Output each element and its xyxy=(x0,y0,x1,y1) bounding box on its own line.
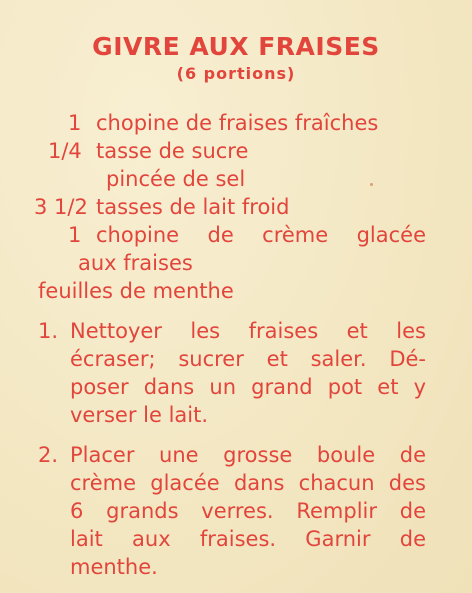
ingredient-quantity: 1 xyxy=(68,223,82,247)
ingredient-text: pincée de sel xyxy=(106,167,246,191)
step-text-line: verser le lait. xyxy=(70,403,209,427)
step-number: 1. xyxy=(38,319,59,343)
ingredient-text: feuilles de menthe xyxy=(38,279,234,303)
ingredient-text: chopine de crème glacée xyxy=(96,223,426,247)
ingredient-text: aux fraises xyxy=(78,251,193,275)
ingredient-text: tasse de sucre xyxy=(96,139,249,163)
step-text-line: menthe. xyxy=(70,555,158,579)
ingredient-quantity: 3 1/2 xyxy=(34,195,88,219)
ingredient-text: chopine de fraises fraîches xyxy=(96,111,379,135)
step-text-line: Placer une grosse boule de xyxy=(70,443,426,467)
step-number: 2. xyxy=(38,443,59,467)
step-text-line: Nettoyer les fraises et les xyxy=(70,319,426,343)
step-text-line: écraser; sucrer et saler. Dé- xyxy=(70,347,426,371)
recipe-portions: (6 portions) xyxy=(176,64,296,83)
step-text-line: lait aux fraises. Garnir de xyxy=(70,527,426,551)
step-text-line: 6 grands verres. Remplir de xyxy=(70,499,426,523)
ingredient-quantity: 1 xyxy=(68,111,82,135)
paper-speck xyxy=(370,183,373,186)
ingredient-quantity: 1/4 xyxy=(48,139,82,163)
ingredient-text: tasses de lait froid xyxy=(96,195,290,219)
step-text-line: poser dans un grand pot et y xyxy=(70,375,426,399)
step-text-line: crème glacée dans chacun des xyxy=(70,471,426,495)
recipe-title: GIVRE AUX FRAISES xyxy=(92,32,380,61)
